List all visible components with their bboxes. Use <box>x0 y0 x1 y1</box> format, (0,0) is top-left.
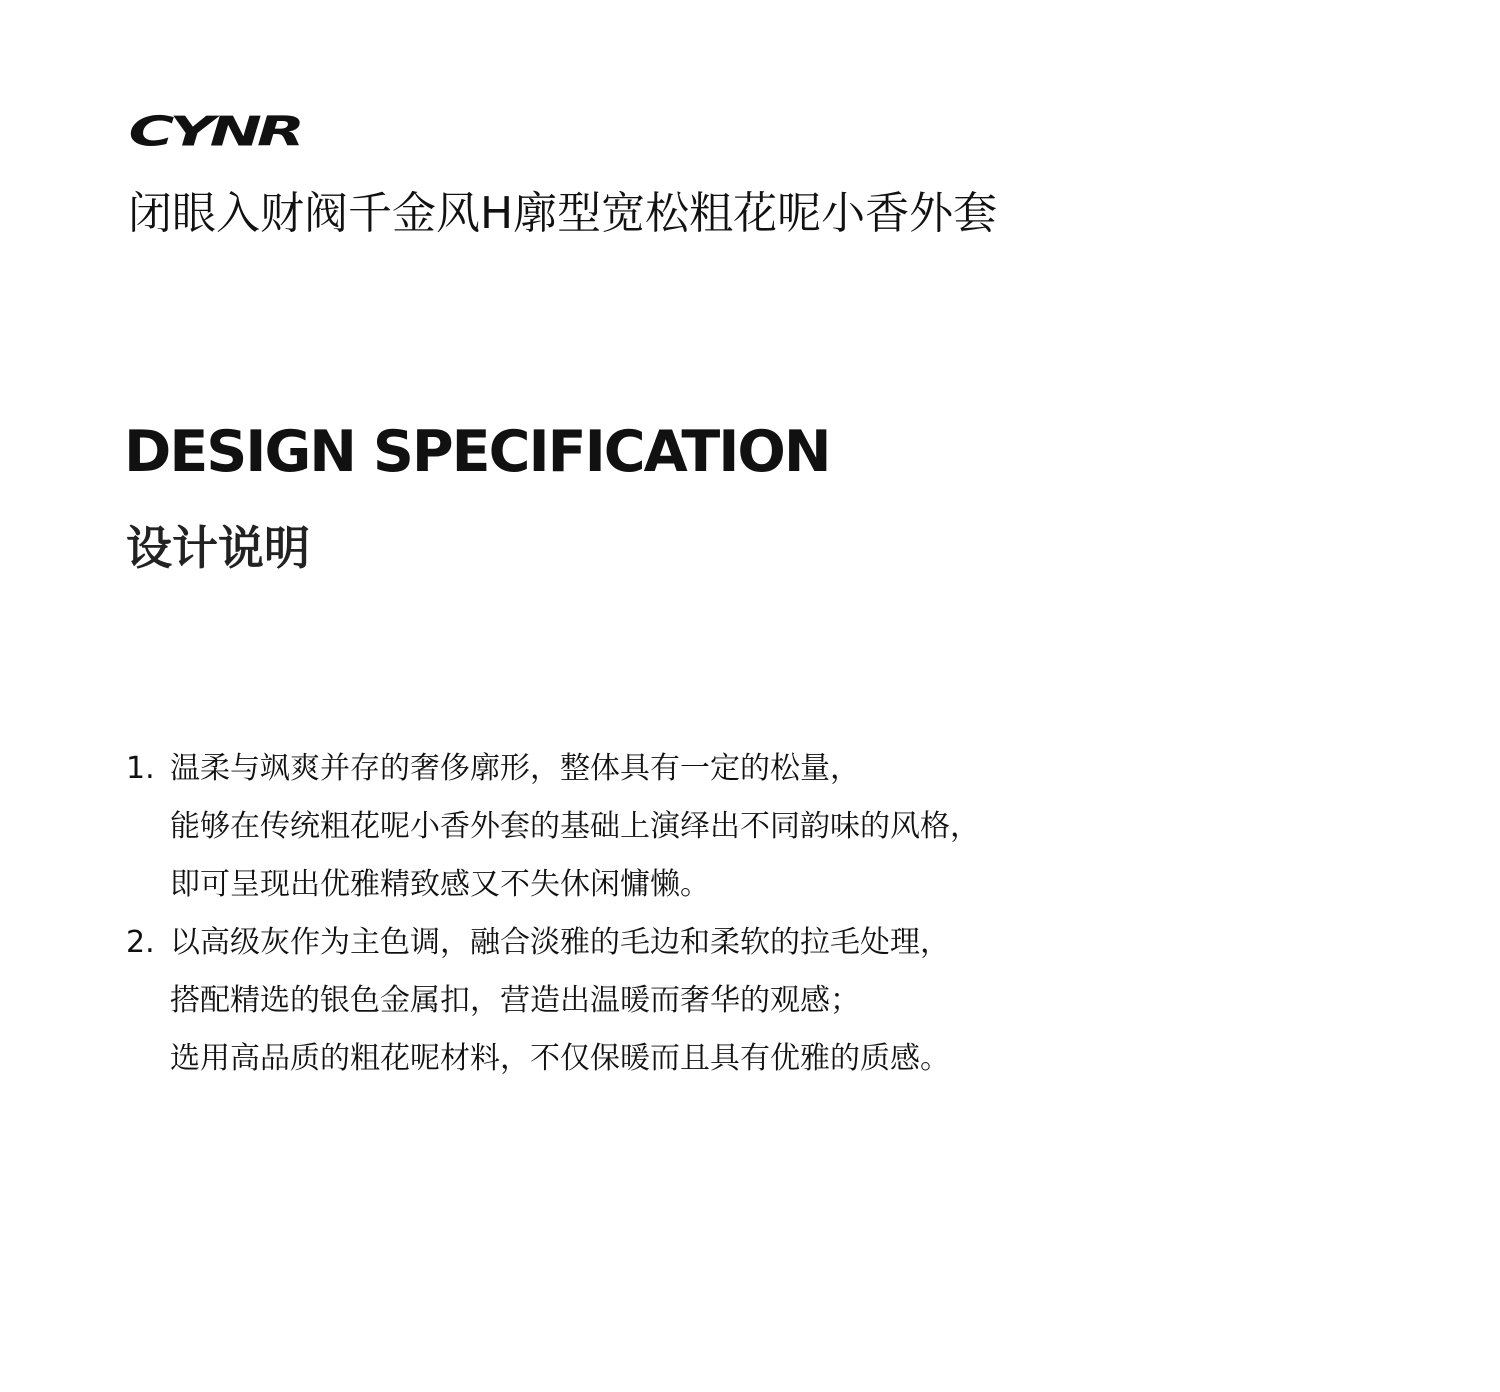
spec-line: 以高级灰作为主色调，融合淡雅的毛边和柔软的拉毛处理， <box>170 925 950 960</box>
spec-number: 2. <box>126 925 155 960</box>
spec-line: 搭配精选的银色金属扣，营造出温暖而奢华的观感； <box>170 983 860 1018</box>
spec-line: 能够在传统粗花呢小香外套的基础上演绎出不同韵味的风格， <box>170 809 980 844</box>
section-heading-chinese: 设计说明 <box>126 521 310 575</box>
spec-line: 选用高品质的粗花呢材料，不仅保暖而且具有优雅的质感。 <box>170 1041 950 1076</box>
brand-logo <box>126 112 352 160</box>
spec-line: 即可呈现出优雅精致感又不失休闲慵懒。 <box>170 867 710 902</box>
spec-item <box>126 914 1226 1088</box>
spec-number: 1. <box>126 751 155 786</box>
spec-item <box>126 740 1226 914</box>
brand-logo-text: CYNR <box>128 112 301 156</box>
spec-list <box>126 740 1226 1088</box>
brand-logo-graphic <box>126 112 352 160</box>
section-heading-english: DESIGN SPECIFICATION <box>124 419 830 485</box>
spec-line: 温柔与飒爽并存的奢侈廓形，整体具有一定的松量， <box>170 751 860 786</box>
product-title: 闭眼入财阀千金风H廓型宽松粗花呢小香外套 <box>128 188 998 239</box>
